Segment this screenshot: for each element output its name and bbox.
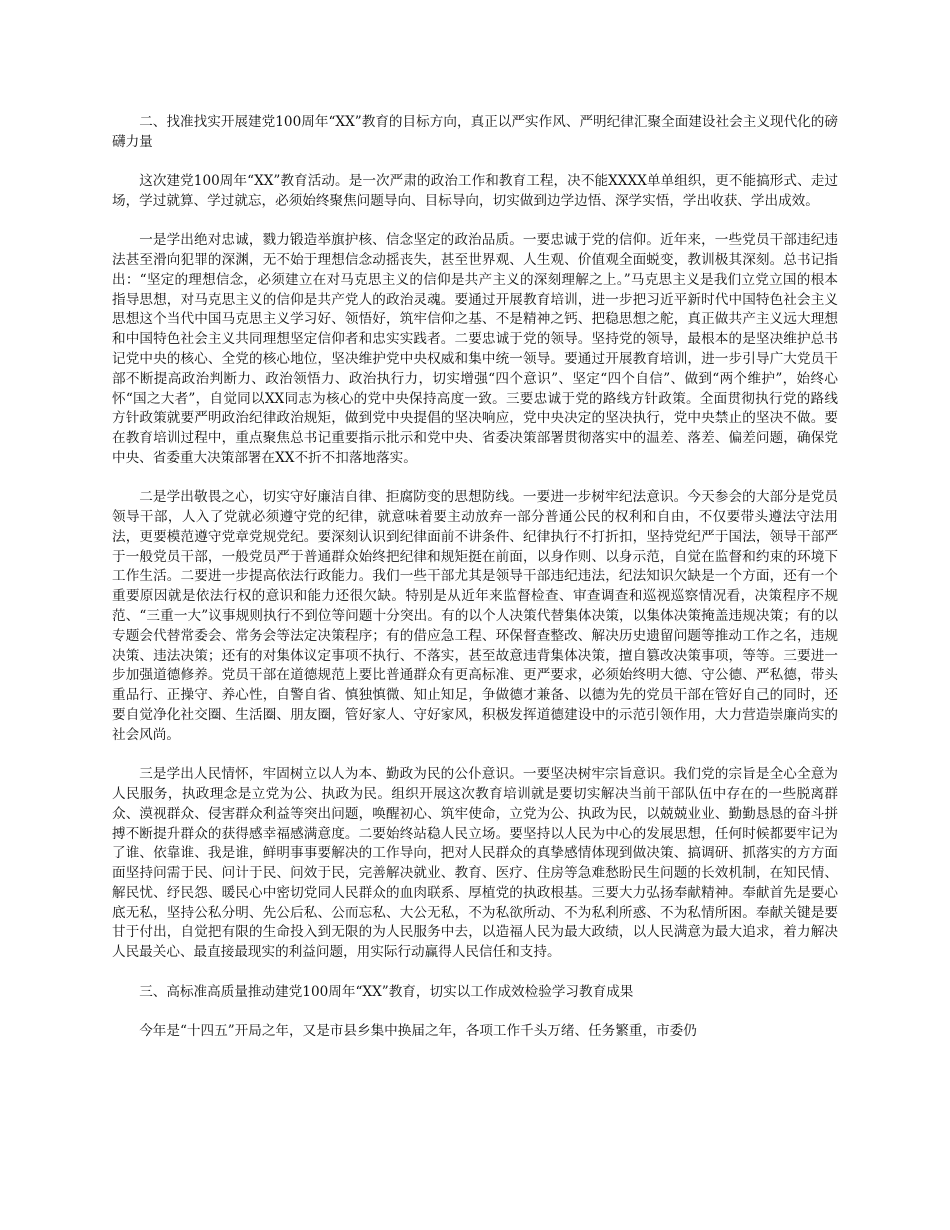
paragraph-discipline: 二是学出敬畏之心，切实守好廉洁自律、拒腐防变的思想防线。一要进一步树牢纪法意识。今天参会的大部分是党员领导干部，人入了党就必须遵守党的纪律，就意味着要主动放弃一部分普通公民的权利和自由，不仅要带头遵法守法用法，更要模范遵守党章党规党纪。要深刻认识到纪律面前不讲条件、纪律执行不打折扣，坚持党纪严于国法，领导干部严于一般党员干部，一般党员严于普通群众始终把纪律和规矩挺在前面，以身作则、以身示范，自觉在监督和约束的环境下工作生活。二要进一步提高依法行政能力。我们一些干部尤其是领导干部违纪违法，纪法知识欠缺是一个方面，还有一个重要原因就是依法行权的意识和能力还很欠缺。特别是从近年来监督检查、审查调查和巡视巡察情况看，决策程序不规范、“三重一大”议事规则执行不到位等问题十分突出。有的以个人决策代替集体决策，以集体决策掩盖违规决策；有的以专题会代替常委会、常务会等法定决策程序；有的借应急工程、环保督查整改、解决历史遗留问题等推动工作之名，违规决策、违法决策；还有的对集体议定事项不执行、不落实，甚至故意违背集体决策，擅自篡改决策事项，等等。三要进一步加强道德修养。党员干部在道德规范上要比普通群众有更高标准、更严要求，必须始终明大德、守公德、严私德，带头重品行、正操守、养心性，自警自省、慎独慎微、知止知足，争做德才兼备、以德为先的党员干部在管好自己的同时，还要自觉净化社交圈、生活圈、朋友圈，管好家人、守好家风，积极发挥道德建设中的示范引领作用，大力营造崇廉尚实的社会风尚。 [112,489,838,743]
paragraph-closing: 今年是“十四五”开局之年，又是市县乡集中换届之年，各项工作千头万绪、任务繁重，市委仍 [139,1022,697,1039]
section-heading-2: 二、找准找实开展建党100周年“XX”教育的目标方向，真正以严实作风、严明纪律汇聚全面建设社会主义现代化的磅礴力量 [112,114,838,150]
paragraph-intro: 这次建党100周年“XX”教育活动。是一次严肃的政治工作和教育工程，决不能XXXX单单组织，更不能搞形式、走过场，学过就算、学过就忘，必须始终聚焦问题导向、目标导向，切实做到边学边悟、深学实悟，学出收获、学出成效。 [112,173,838,209]
paragraph-loyalty: 一是学出绝对忠诚，戮力锻造举旗护核、信念坚定的政治品质。一要忠诚于党的信仰。近年来，一些党员干部违纪违法甚至滑向犯罪的深渊，无不始于理想信念动摇丧失，甚至世界观、人生观、价值观全面蜕变，教训极其深刻。总书记指出：“坚定的理想信念，必须建立在对马克思主义的信仰是共产主义的深刻理解之上。”马克思主义是我们立党立国的根本指导思想，对马克思主义的信仰是共产党人的政治灵魂。要通过开展教育培训，进一步把习近平新时代中国特色社会主义思想这个当代中国马克思主义学习好、领悟好，筑牢信仰之基、不是精神之钙、把稳思想之舵，真正做共产主义远大理想和中国特色社会主义共同理想坚定信仰者和忠实实践者。二要忠诚于党的领导。坚持党的领导，最根本的是坚决维护总书记党中央的核心、全党的核心地位，坚决维护党中央权威和集中统一领导。要通过开展教育培训，进一步引导广大党员干部不断提高政治判断力、政治领悟力、政治执行力，切实增强“四个意识”、坚定“四个自信”、做到“两个维护”，始终心怀“国之大者”，自觉同以XX同志为核心的党中央保持高度一致。三要忠诚于党的路线方针政策。全面贯彻执行党的路线方针政策就要严明政治纪律政治规矩，做到党中央提倡的坚决响应，党中央决定的坚决执行，党中央禁止的坚决不做。要在教育培训过程中，重点聚焦总书记重要指示批示和党中央、省委决策部署贯彻落实中的温差、落差、偏差问题，确保党中央、省委重大决策部署在XX不折不扣落地落实。 [112,232,838,466]
document-page [112,113,838,1061]
section-heading-3: 三、高标准高质量推动建党100周年“XX”教育，切实以工作成效检验学习教育成果 [139,983,634,1000]
paragraph-people: 三是学出人民情怀，牢固树立以人为本、勤政为民的公仆意识。一要坚决树牢宗旨意识。我们党的宗旨是全心全意为人民服务，执政理念是立党为公、执政为民。组织开展这次教育培训就是要切实解决当前干部队伍中存在的一些脱离群众、漠视群众、侵害群众利益等突出问题，唤醒初心、筑牢使命，立党为公、执政为民，以兢兢业业、勤勤恳恳的奋斗拼搏不断提升群众的获得感幸福感满意度。二要始终站稳人民立场。要坚持以人民为中心的发展思想，任何时候都要牢记为了谁、依靠谁、我是谁，鲜明事事要解决的工作导向，把对人民群众的真挚感情体现到做决策、搞调研、抓落实的方方面面坚持问需于民、问计于民、问效于民，完善解决就业、教育、医疗、住房等急难愁盼民生问题的长效机制，在知民情、解民忧、纾民怨、暖民心中密切党同人民群众的血肉联系、厚植党的执政根基。三要大力弘扬奉献精神。奉献首先是要心底无私，坚持公私分明、先公后私、公而忘私、大公无私，不为私欲所动、不为私利所惑、不为私情所困。奉献关键是要甘于付出，自觉把有限的生命投入到无限的为人民服务中去，以造福人民为最大政绩，以人民满意为最大追求，着力解决人民最关心、最直接最现实的利益问题，用实际行动赢得人民信任和支持。 [112,766,838,961]
